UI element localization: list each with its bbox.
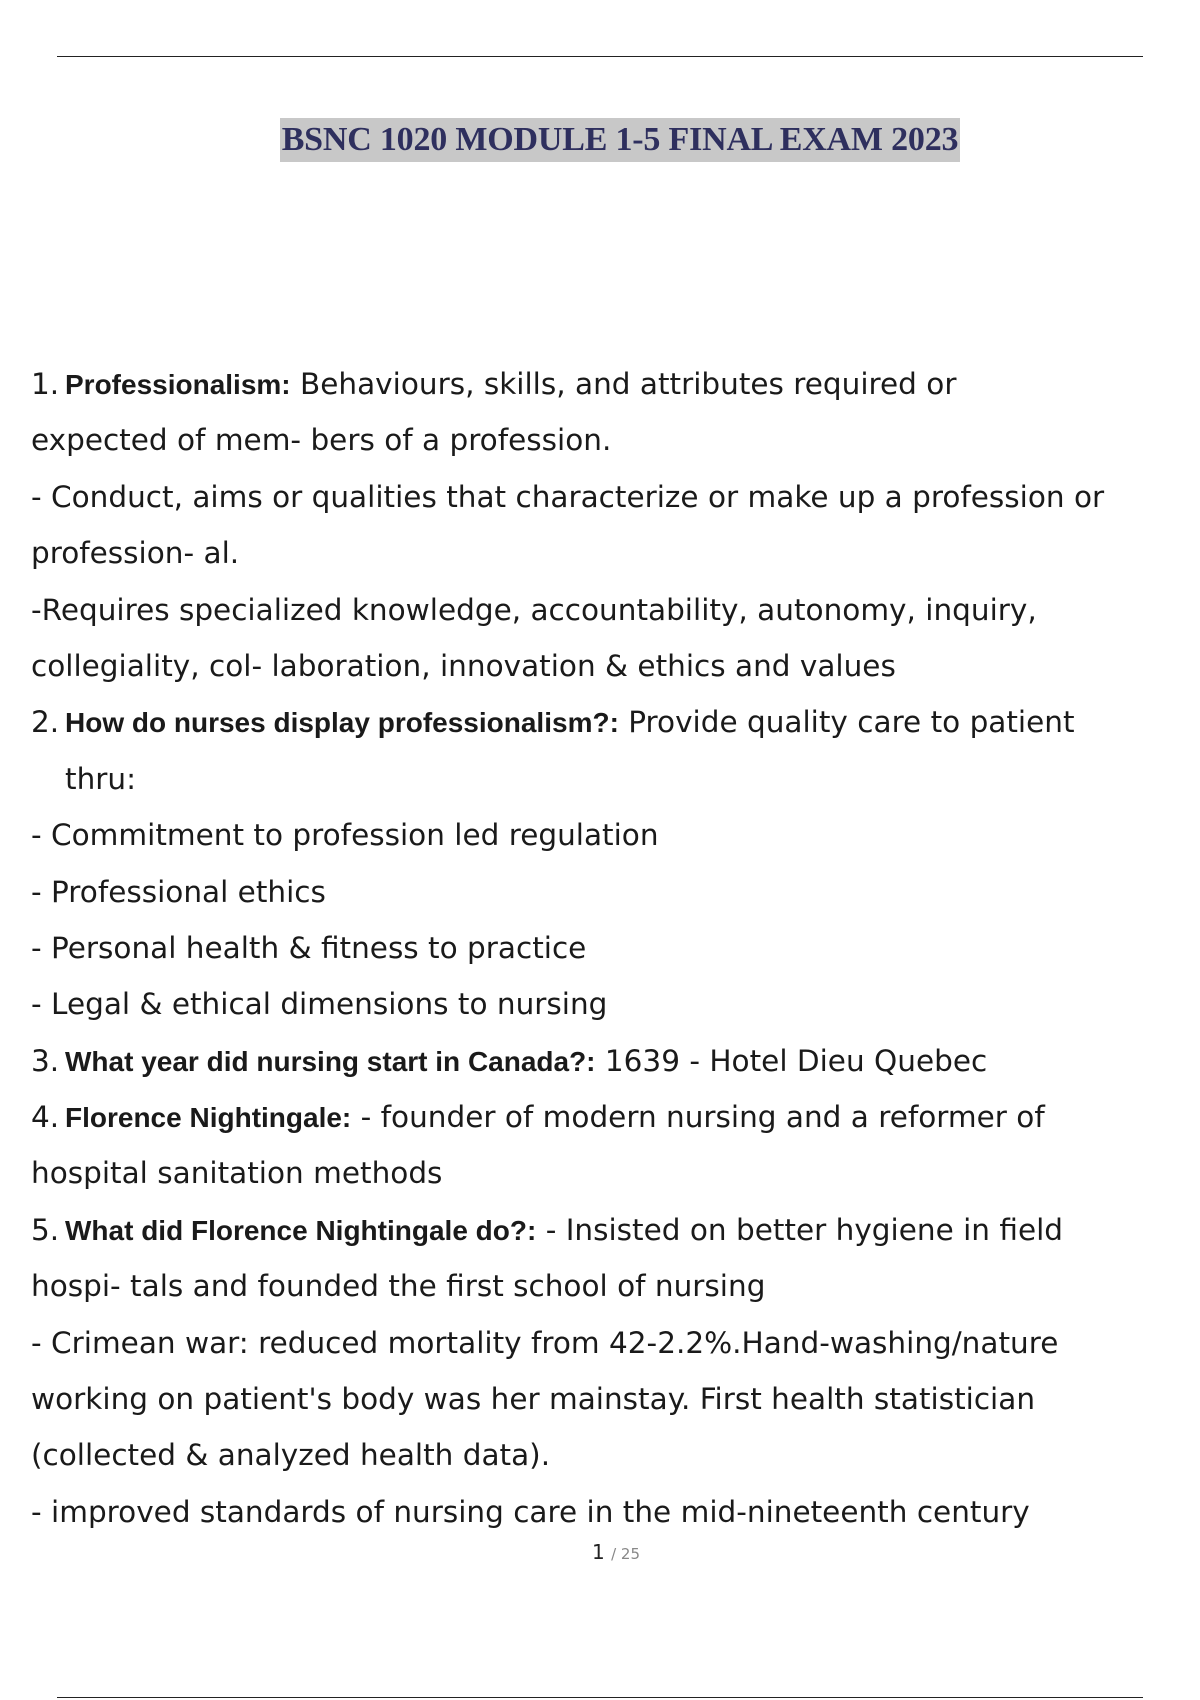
item-1-continuation: - Conduct, aims or qualities that characterize or make up a profession or xyxy=(31,479,1105,514)
item-1-line xyxy=(31,356,1200,412)
bottom-rule xyxy=(57,1697,1143,1698)
item-2-continuation: - Legal & ethical dimensions to nursing xyxy=(31,987,608,1022)
item-5-continuation: (collected & analyzed health data). xyxy=(31,1438,551,1473)
item-4-continuation: hospital sanitation methods xyxy=(31,1156,443,1191)
item-number: 1. xyxy=(31,367,60,401)
item-1-continuation: profession- al. xyxy=(31,536,240,571)
item-number: 4. xyxy=(31,1100,60,1135)
item-number: 3. xyxy=(31,1043,60,1078)
top-rule xyxy=(57,56,1143,57)
item-answer: 1639 - Hotel Dieu Quebec xyxy=(595,1043,988,1078)
document-title: BSNC 1020 MODULE 1-5 FINAL EXAM 2023 xyxy=(280,118,961,162)
item-5-continuation: working on patient's body was her mainstay. First health statistician xyxy=(31,1382,1036,1417)
item-answer: Behaviours, skills, and attributes required or xyxy=(290,367,957,401)
item-5-line xyxy=(31,1202,1200,1258)
item-number: 5. xyxy=(31,1212,60,1247)
item-5-continuation: hospi- tals and founded the first school of nursing xyxy=(31,1269,766,1304)
item-answer: - Insisted on better hygiene in field xyxy=(536,1212,1064,1247)
item-answer: - founder of modern nursing and a reformer of xyxy=(351,1100,1045,1135)
item-2-continuation: - Commitment to profession led regulation xyxy=(31,818,659,853)
item-3-line xyxy=(31,1033,1200,1089)
item-question: What year did nursing start in Canada?: xyxy=(65,1045,596,1077)
page-indicator xyxy=(592,1540,640,1564)
item-2-continuation: - Personal health & fitness to practice xyxy=(31,930,587,965)
item-1-continuation: -Requires specialized knowledge, accountability, autonomy, inquiry, xyxy=(31,592,1037,627)
item-question: Professionalism: xyxy=(65,369,291,400)
current-page: 1 xyxy=(592,1540,605,1564)
item-2-continuation: - Professional ethics xyxy=(31,874,326,909)
item-question: How do nurses display professionalism?: xyxy=(65,707,619,739)
total-pages: / 25 xyxy=(611,1545,641,1563)
item-question: Florence Nightingale: xyxy=(65,1102,352,1134)
item-5-continuation: - Crimean war: reduced mortality from 42-2.2%.Hand-washing/nature xyxy=(31,1325,1059,1360)
exam-content xyxy=(31,356,1200,1540)
item-5-continuation: - improved standards of nursing care in the mid-nineteenth century xyxy=(31,1494,1030,1529)
item-4-line xyxy=(31,1089,1200,1145)
item-2-line xyxy=(31,694,1200,750)
item-2-indented: thru: xyxy=(65,761,137,796)
title-container xyxy=(0,118,1200,162)
item-question: What did Florence Nightingale do?: xyxy=(65,1214,537,1246)
item-number: 2. xyxy=(31,705,60,740)
item-answer: Provide quality care to patient xyxy=(618,705,1075,740)
item-1-continuation: expected of mem- bers of a profession. xyxy=(31,423,612,458)
item-1-continuation: collegiality, col- laboration, innovation & ethics and values xyxy=(31,648,896,683)
